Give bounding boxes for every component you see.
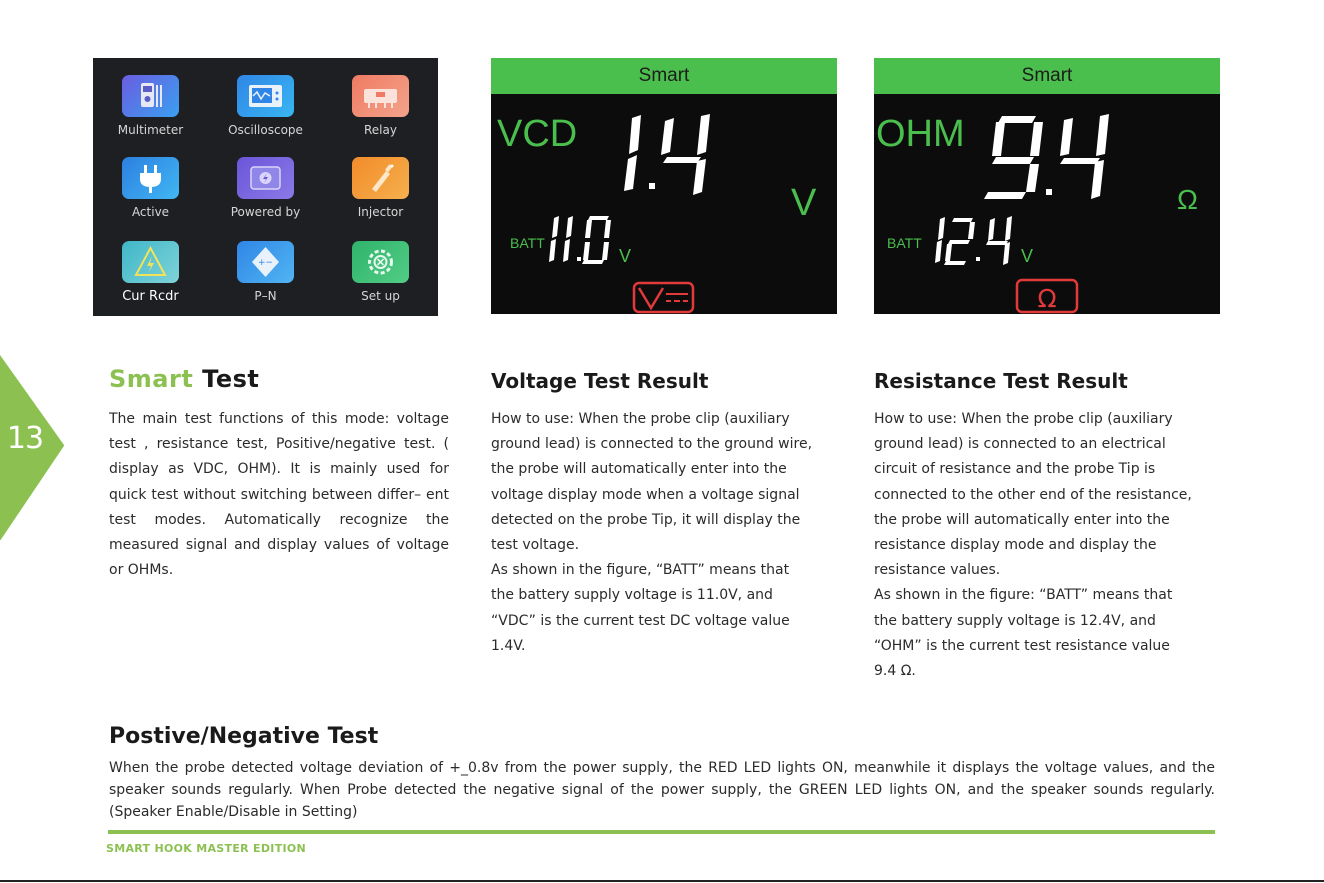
- menu-label: Powered by: [230, 205, 301, 219]
- injector-icon: [352, 157, 409, 199]
- current-recorder-icon: [122, 241, 179, 283]
- mode-label: VCD: [497, 113, 578, 155]
- menu-label: Cur Rcdr: [122, 289, 179, 304]
- menu-item-set-up[interactable]: [323, 224, 438, 308]
- body-line: the probe will automatically enter into the: [874, 511, 1170, 528]
- voltage-screen: [491, 58, 837, 314]
- menu-label: Set up: [361, 289, 400, 303]
- batt-label: BATT: [887, 235, 922, 251]
- menu-item-injector[interactable]: [323, 140, 438, 224]
- resistance-result-section: [874, 369, 1224, 684]
- batt-label: BATT: [510, 235, 545, 251]
- resistance-screen: [874, 58, 1220, 314]
- menu-item-multimeter[interactable]: [93, 58, 208, 142]
- menu-label: Oscilloscope: [228, 123, 303, 137]
- screen-header: Smart: [874, 58, 1220, 94]
- body-line: detected on the probe Tip, it will display the: [491, 511, 801, 528]
- powered-by-icon: [237, 157, 294, 199]
- mode-label: OHM: [876, 113, 965, 155]
- menu-item-p-n[interactable]: [208, 224, 323, 308]
- screen-header: Smart: [491, 58, 837, 94]
- oscilloscope-icon: [237, 75, 294, 117]
- pn-test-title: Postive/Negative Test: [109, 724, 379, 749]
- body-line: the battery supply voltage is 12.4V, and: [874, 612, 1156, 629]
- body-line: test voltage.: [491, 537, 580, 554]
- dc-voltage-icon: [634, 283, 693, 312]
- menu-screen: [93, 58, 438, 316]
- batt-unit: V: [619, 246, 632, 266]
- menu-item-cur-rcdr[interactable]: [93, 224, 208, 308]
- active-plug-icon: [122, 157, 179, 199]
- reading-unit: V: [791, 182, 817, 224]
- menu-item-active[interactable]: [93, 140, 208, 224]
- reading-unit: Ω: [1177, 184, 1198, 215]
- smart-test-section: [109, 365, 449, 583]
- menu-label: Relay: [364, 123, 397, 137]
- body-line: As shown in the figure, “BATT” means that: [491, 562, 790, 579]
- smart-test-title: Smart Test: [109, 365, 260, 393]
- body-line: How to use: When the probe clip (auxiliary: [874, 411, 1173, 427]
- menu-label: Active: [131, 205, 170, 219]
- body-line: 1.4V.: [491, 637, 526, 654]
- body-line: the battery supply voltage is 11.0V, and: [491, 587, 773, 604]
- body-line: the probe will automatically enter into the: [491, 461, 787, 478]
- body-line: ground lead) is connected to the ground wire,: [491, 436, 813, 453]
- body-line: 9.4 Ω.: [874, 663, 916, 680]
- resistance-result-body: [874, 407, 1224, 684]
- voltage-reading: [491, 58, 837, 314]
- body-line: “OHM” is the current test resistance value: [874, 637, 1170, 654]
- multimeter-icon: [122, 75, 179, 117]
- svg-text:Ω: Ω: [1037, 284, 1057, 313]
- body-line: resistance display mode and display the: [874, 537, 1157, 554]
- body-line: circuit of resistance and the probe Tip is: [874, 461, 1156, 478]
- resistance-result-title: Resistance Test Result: [874, 369, 1128, 393]
- page-number: 13: [6, 421, 44, 456]
- body-line: ground lead) is connected to an electrical: [874, 436, 1166, 453]
- footer-rule: [108, 830, 1215, 834]
- smart-test-body: The main test functions of this mode: voltage test , resistance test, Positive/negative test. ( display as VDC, OHM). It is mainly used for quick test without switching between differ– ent test modes. Automatically recognize the measured signal and display values of voltage or OHMs.: [109, 411, 449, 579]
- pn-test-body: When the probe detected voltage deviation of +_0.8v from the power supply, the RED LED lights ON, meanwhile it displays the voltage values, and the speaker sounds regularly. When Probe detected the negative signal of the power supply, the GREEN LED lights ON, and the speaker sounds regularly. (Speaker Enable/Disable in Setting): [109, 760, 1215, 820]
- footer-label: SMART HOOK MASTER EDITION: [106, 842, 307, 855]
- body-line: voltage display mode when a voltage signal: [491, 486, 800, 503]
- body-line: As shown in the figure: “BATT” means that: [874, 587, 1173, 604]
- positive-negative-icon: [237, 241, 294, 283]
- menu-label: P–N: [254, 289, 277, 303]
- menu-label: Multimeter: [117, 123, 184, 137]
- body-line: connected to the other end of the resistance,: [874, 486, 1192, 503]
- gear-icon: [352, 241, 409, 283]
- body-line: “VDC” is the current test DC voltage value: [491, 612, 790, 629]
- body-line: resistance values.: [874, 562, 1001, 579]
- menu-item-oscilloscope[interactable]: [208, 58, 323, 142]
- menu-item-relay[interactable]: [323, 58, 438, 142]
- batt-unit: V: [1021, 246, 1034, 266]
- voltage-result-section: [491, 369, 841, 659]
- page-bottom-border: [0, 880, 1324, 882]
- menu-item-powered-by[interactable]: [208, 140, 323, 224]
- voltage-result-body: [491, 407, 841, 659]
- menu-label: Injector: [357, 205, 404, 219]
- voltage-result-title: Voltage Test Result: [491, 369, 709, 393]
- body-line: How to use: When the probe clip (auxiliary: [491, 411, 790, 427]
- resistance-reading: [874, 58, 1220, 314]
- relay-icon: [352, 75, 409, 117]
- svg-text:+−: +−: [257, 258, 274, 268]
